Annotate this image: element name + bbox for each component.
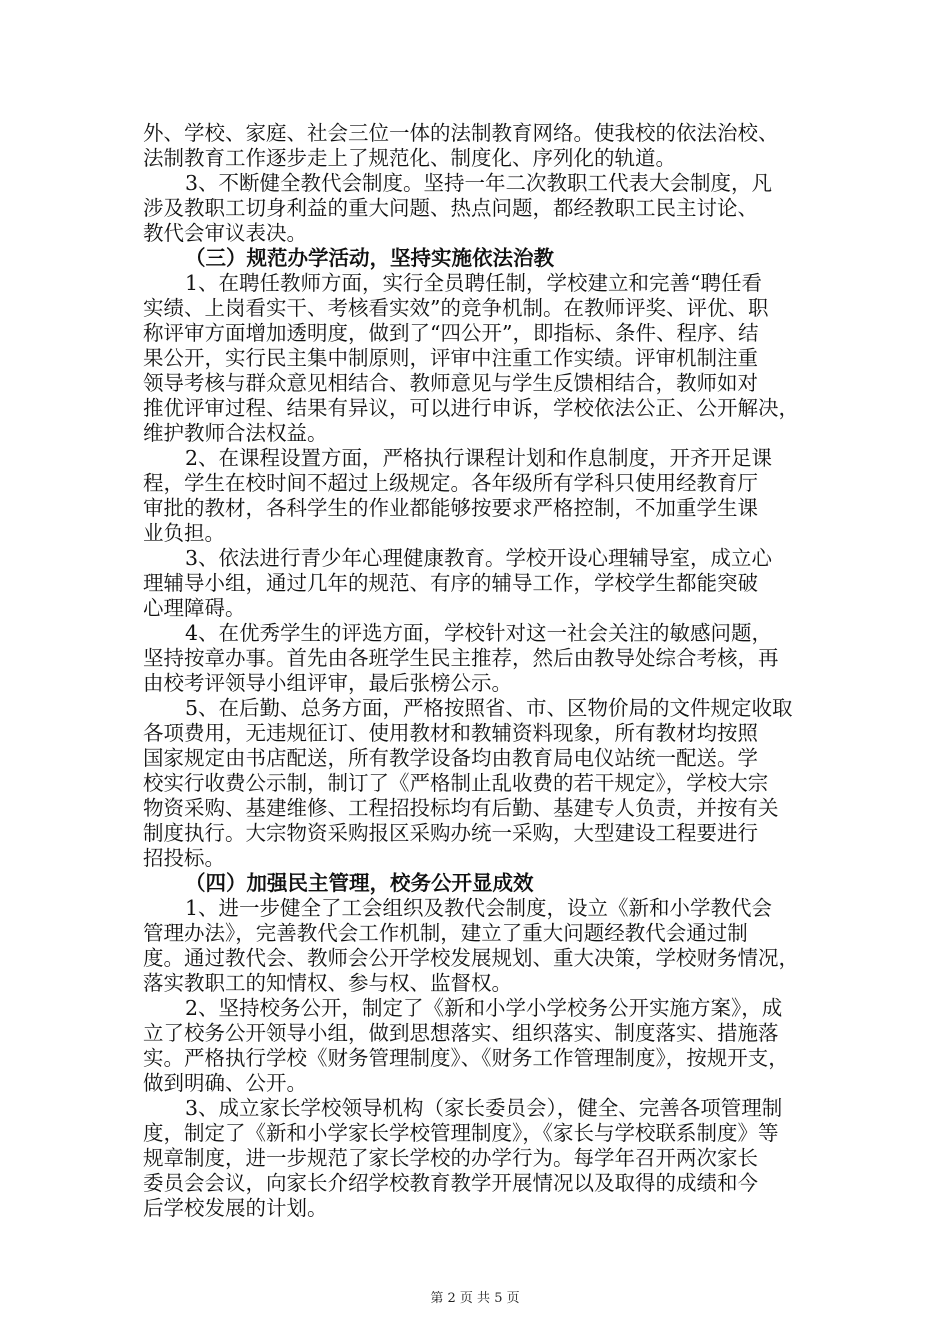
text-line: 外、学校、家庭、社会三位一体的法制教育网络。使我校的依法治校、 [143, 121, 779, 145]
text-line: 心理障碍。 [143, 596, 246, 620]
text-line: 程，学生在校时间不超过上级规定。各年级所有学科只使用经教育厅 [143, 471, 758, 495]
text-line: 推优评审过程、结果有异议，可以进行申诉，学校依法公正、公开解决， [143, 396, 799, 420]
text-line: 落实教职工的知情权、参与权、监督权。 [143, 971, 512, 995]
text-line: 国家规定由书店配送，所有教学设备均由教育局电仪站统一配送。学 [143, 746, 758, 770]
text-line: 管理办法》，完善教代会工作机制，建立了重大问题经教代会通过制 [143, 921, 748, 945]
text-line: 3、不断健全教代会制度。坚持一年二次教职工代表大会制度，凡 [185, 171, 773, 195]
page-footer: 第 2 页 共 5 页 [430, 1291, 520, 1306]
text-line: 立了校务公开领导小组，做到思想落实、组织落实、制度落实、措施落 [143, 1021, 779, 1045]
text-line: 2、坚持校务公开，制定了《新和小学小学校务公开实施方案》，成 [185, 996, 783, 1020]
text-line: 5、在后勤、总务方面，严格按照省、市、区物价局的文件规定收取 [185, 696, 793, 720]
text-line: 涉及教职工切身利益的重大问题、热点问题，都经教职工民主讨论、 [143, 196, 758, 220]
text-line: 做到明确、公开。 [143, 1071, 307, 1095]
text-line: 委员会会议，向家长介绍学校教育教学开展情况以及取得的成绩和今 [143, 1171, 758, 1195]
text-line: 4、在优秀学生的评选方面，学校针对这一社会关注的敏感问题， [185, 621, 773, 645]
text-line: 实绩、上岗看实干、考核看实效”的竞争机制。在教师评奖、评优、职 [143, 296, 769, 320]
text-line: 后学校发展的计划。 [143, 1196, 328, 1220]
text-line: 坚持按章办事。首先由各班学生民主推荐，然后由教导处综合考核，再 [143, 646, 779, 670]
text-line: 3、成立家长学校领导机构（家长委员会），健全、完善各项管理制 [185, 1096, 783, 1120]
text-line: 1、在聘任教师方面，实行全员聘任制，学校建立和完善“聘任看 [185, 271, 763, 295]
section-heading: （三）规范办学活动，坚持实施依法治教 [185, 246, 554, 270]
text-line: 法制教育工作逐步走上了规范化、制度化、序列化的轨道。 [143, 146, 676, 170]
section-heading: （四）加强民主管理，校务公开显成效 [185, 871, 534, 895]
text-line: 2、在课程设置方面，严格执行课程计划和作息制度，开齐开足课 [185, 446, 773, 470]
text-line: 物资采购、基建维修、工程招投标均有后勤、基建专人负责，并按有关 [143, 796, 779, 820]
text-line: 3、依法进行青少年心理健康教育。学校开设心理辅导室，成立心 [185, 546, 773, 570]
text-line: 实。严格执行学校《财务管理制度》、《财务工作管理制度》，按规开支， [143, 1046, 789, 1070]
text-line: 审批的教材，各科学生的作业都能够按要求严格控制，不加重学生课 [143, 496, 758, 520]
text-line: 招投标。 [143, 846, 225, 870]
text-line: 果公开，实行民主集中制原则，评审中注重工作实绩。评审机制注重 [143, 346, 758, 370]
document-body [143, 121, 813, 1221]
text-line: 理辅导小组，通过几年的规范、有序的辅导工作，学校学生都能突破 [143, 571, 758, 595]
text-line: 称评审方面增加透明度，做到了“四公开”，即指标、条件、程序、结 [143, 321, 759, 345]
text-line: 维护教师合法权益。 [143, 421, 328, 445]
text-line: 各项费用，无违规征订、使用教材和教辅资料现象，所有教材均按照 [143, 721, 758, 745]
text-line: 校实行收费公示制，制订了《严格制止乱收费的若干规定》，学校大宗 [143, 771, 769, 795]
text-line: 规章制度，进一步规范了家长学校的办学行为。每学年召开两次家长 [143, 1146, 758, 1170]
text-line: 制度执行。大宗物资采购报区采购办统一采购，大型建设工程要进行 [143, 821, 758, 845]
text-line: 领导考核与群众意见相结合、教师意见与学生反馈相结合，教师如对 [143, 371, 758, 395]
text-line: 度。通过教代会、教师会公开学校发展规划、重大决策，学校财务情况， [143, 946, 799, 970]
text-line: 1、进一步健全了工会组织及教代会制度，设立《新和小学教代会 [185, 896, 773, 920]
text-line: 由校考评领导小组评审，最后张榜公示。 [143, 671, 512, 695]
text-line: 业负担。 [143, 521, 225, 545]
text-line: 教代会审议表决。 [143, 221, 307, 245]
text-line: 度，制定了《新和小学家长学校管理制度》，《家长与学校联系制度》等 [143, 1121, 779, 1145]
